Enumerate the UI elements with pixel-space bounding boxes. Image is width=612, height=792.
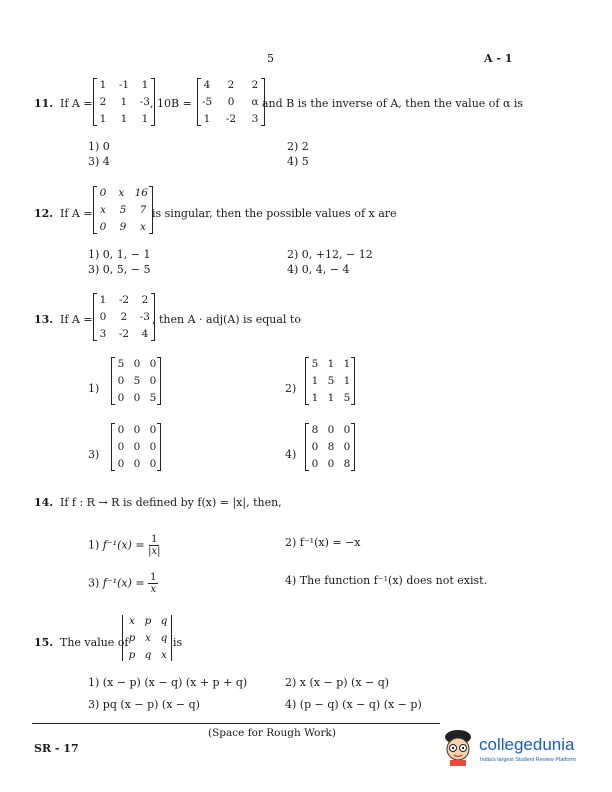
matrix-cell: 2: [141, 294, 149, 306]
rough-work-label: (Space for Rough Work): [208, 727, 336, 739]
fraction-numerator: 1: [150, 572, 157, 583]
matrix-cell: q: [160, 632, 168, 644]
q11-tail: and B is the inverse of A, then the value of α is: [262, 97, 524, 110]
matrix-cell: 1: [343, 375, 351, 387]
matrix-cell: 8: [327, 441, 335, 453]
matrix-cell: 1: [99, 113, 107, 125]
fraction-numerator: 1: [151, 534, 158, 545]
q15-post: is: [173, 636, 183, 649]
matrix-cell: q: [144, 649, 152, 661]
matrix-row: [98, 96, 150, 108]
matrix-row: [202, 113, 260, 125]
matrix-cell: 0: [343, 441, 351, 453]
q12-number: 12.: [34, 207, 54, 220]
matrix-cell: 0: [117, 458, 125, 470]
matrix-row: [127, 632, 167, 644]
q13-option-2-matrix: [305, 358, 355, 404]
matrix-cell: 0: [149, 375, 157, 387]
q12-matrix: [93, 187, 153, 233]
q11-option-3: 3) 4: [88, 155, 110, 168]
matrix-cell: 2: [99, 96, 107, 108]
matrix-cell: -5: [202, 96, 213, 108]
matrix-row: [202, 96, 260, 108]
matrix-cell: 2: [227, 79, 235, 91]
matrix-cell: 1: [99, 294, 107, 306]
matrix-cell: p: [128, 649, 136, 661]
matrix-row: [116, 424, 156, 436]
q15-number: 15.: [34, 636, 54, 649]
q14-option-1: [88, 534, 160, 557]
matrix-row: [98, 204, 148, 216]
matrix-cell: 0: [133, 458, 141, 470]
footer-code: SR - 17: [34, 742, 79, 755]
matrix-cell: 5: [327, 375, 335, 387]
matrix-cell: 3: [99, 328, 107, 340]
q14-option-4: 4) The function f⁻¹(x) does not exist.: [285, 574, 488, 587]
matrix-cell: 0: [311, 441, 319, 453]
matrix-cell: 0: [99, 311, 107, 323]
matrix-cell: 5: [119, 204, 127, 216]
q14-option-3-lhs: f⁻¹(x) =: [102, 576, 145, 590]
matrix-cell: -3: [139, 96, 150, 108]
q13-option-2-label: 2): [285, 382, 297, 395]
matrix-cell: 0: [99, 187, 107, 199]
matrix-row: [98, 328, 150, 340]
matrix-cell: 0: [327, 424, 335, 436]
matrix-row: [202, 79, 260, 91]
matrix-cell: 1: [311, 392, 319, 404]
matrix-cell: -3: [139, 311, 150, 323]
matrix-cell: 2: [251, 79, 259, 91]
matrix-cell: 1: [343, 358, 351, 370]
fraction-denominator: x: [150, 584, 157, 595]
matrix-cell: 8: [343, 458, 351, 470]
matrix-cell: 0: [117, 375, 125, 387]
matrix-row: [116, 392, 156, 404]
q15-determinant: [122, 615, 172, 661]
matrix-cell: 0: [117, 441, 125, 453]
q11-option-2: 2) 2: [287, 140, 309, 153]
matrix-cell: 1: [120, 96, 128, 108]
q12-option-1: 1) 0, 1, − 1: [88, 248, 151, 261]
matrix-cell: 5: [133, 375, 141, 387]
q11-number: 11.: [34, 97, 54, 110]
matrix-cell: 0: [117, 424, 125, 436]
matrix-row: [310, 358, 350, 370]
matrix-row: [98, 113, 150, 125]
fraction-denominator: |x|: [148, 546, 161, 557]
q14-option-3: [88, 572, 158, 595]
matrix-cell: 1: [203, 113, 211, 125]
matrix-cell: 0: [149, 458, 157, 470]
matrix-cell: 1: [120, 113, 128, 125]
q14-option-2: 2) f⁻¹(x) = −x: [285, 536, 361, 549]
page-number: 5: [267, 52, 274, 65]
matrix-cell: q: [160, 615, 168, 627]
q13-if-a: If A =: [60, 313, 93, 326]
collegedunia-logo-text: collegedunia: [479, 735, 575, 754]
matrix-cell: 8: [311, 424, 319, 436]
matrix-cell: 16: [134, 187, 148, 199]
q13-option-4-label: 4): [285, 448, 297, 461]
matrix-row: [98, 187, 148, 199]
matrix-row: [310, 392, 350, 404]
q15-option-2: 2) x (x − p) (x − q): [285, 676, 390, 689]
q13-option-4-matrix: [305, 424, 355, 470]
q14-option-1-lhs: f⁻¹(x) =: [102, 538, 145, 552]
booklet-code: A - 1: [484, 52, 513, 65]
q13-option-3-matrix: [111, 424, 161, 470]
matrix-cell: 4: [203, 79, 211, 91]
matrix-cell: -2: [225, 113, 237, 125]
matrix-cell: -1: [118, 79, 130, 91]
matrix-cell: 5: [149, 392, 157, 404]
q14-number: 14.: [34, 496, 54, 509]
matrix-cell: 7: [139, 204, 147, 216]
matrix-cell: 2: [120, 311, 128, 323]
q13-option-3-label: 3): [88, 448, 100, 461]
matrix-cell: 0: [99, 221, 107, 233]
matrix-row: [116, 441, 156, 453]
matrix-cell: 3: [251, 113, 259, 125]
q15-option-4: 4) (p − q) (x − q) (x − p): [285, 698, 422, 711]
matrix-cell: 0: [227, 96, 235, 108]
q13-tail: , then A · adj(A) is equal to: [152, 313, 301, 326]
matrix-cell: 0: [133, 424, 141, 436]
q11-option-4: 4) 5: [287, 155, 309, 168]
matrix-cell: 5: [343, 392, 351, 404]
matrix-cell: 0: [133, 358, 141, 370]
q11-mid: , 10B =: [150, 97, 192, 110]
q12-if-a: If A =: [60, 207, 93, 220]
matrix-cell: 1: [327, 392, 335, 404]
q15-option-3: 3) pq (x − p) (x − q): [88, 698, 200, 711]
matrix-cell: 0: [149, 358, 157, 370]
q15-option-1: 1) (x − p) (x − q) (x + p + q): [88, 676, 248, 689]
matrix-cell: x: [100, 204, 106, 216]
matrix-row: [98, 311, 150, 323]
matrix-cell: 0: [149, 424, 157, 436]
matrix-row: [127, 649, 167, 661]
q14-option-1-fraction: [148, 534, 160, 557]
matrix-cell: 0: [311, 458, 319, 470]
matrix-row: [116, 358, 156, 370]
matrix-cell: x: [118, 187, 125, 199]
matrix-cell: p: [128, 632, 136, 644]
q14-stem: If f : R → R is defined by f(x) = |x|, then,: [60, 496, 282, 509]
matrix-row: [310, 441, 350, 453]
matrix-row: [98, 221, 148, 233]
q11-if-a: If A =: [60, 97, 93, 110]
matrix-cell: 0: [117, 392, 125, 404]
matrix-row: [98, 294, 150, 306]
q12-option-3: 3) 0, 5, − 5: [88, 263, 151, 276]
matrix-row: [127, 615, 167, 627]
matrix-cell: x: [145, 632, 151, 644]
matrix-cell: 1: [141, 79, 149, 91]
matrix-cell: -2: [118, 328, 130, 340]
matrix-cell: 1: [141, 113, 149, 125]
q14-option-3-fraction: [148, 572, 158, 595]
q11-matrix-a: [93, 79, 155, 125]
matrix-row: [98, 79, 150, 91]
matrix-cell: 5: [117, 358, 125, 370]
matrix-row: [116, 458, 156, 470]
matrix-cell: p: [144, 615, 152, 627]
matrix-cell: x: [140, 221, 146, 233]
matrix-cell: 0: [133, 441, 141, 453]
matrix-cell: 0: [327, 458, 335, 470]
matrix-cell: 1: [99, 79, 107, 91]
collegedunia-mascot-icon: [441, 728, 475, 768]
matrix-cell: x: [161, 649, 167, 661]
matrix-cell: x: [129, 615, 135, 627]
q13-option-1-matrix: [111, 358, 161, 404]
q11-matrix-b: [197, 79, 265, 125]
q13-number: 13.: [34, 313, 54, 326]
matrix-cell: 0: [149, 441, 157, 453]
collegedunia-tagline: India's largest Student Review Platform: [480, 757, 576, 763]
matrix-cell: 1: [311, 375, 319, 387]
matrix-cell: 0: [133, 392, 141, 404]
q13-matrix: [93, 294, 155, 340]
q12-tail: is singular, then the possible values of x are: [152, 207, 397, 220]
matrix-cell: 0: [343, 424, 351, 436]
q14-option-1-label: 1): [88, 538, 100, 552]
matrix-row: [310, 375, 350, 387]
matrix-cell: -2: [118, 294, 130, 306]
matrix-cell: 1: [327, 358, 335, 370]
matrix-row: [116, 375, 156, 387]
matrix-cell: α: [251, 96, 259, 108]
q13-option-1-label: 1): [88, 382, 100, 395]
matrix-row: [310, 424, 350, 436]
matrix-cell: 9: [119, 221, 127, 233]
matrix-row: [310, 458, 350, 470]
q12-option-4: 4) 0, 4, − 4: [287, 263, 350, 276]
q12-option-2: 2) 0, +12, − 12: [287, 248, 373, 261]
q15-pre: The value of: [60, 636, 129, 649]
q11-option-1: 1) 0: [88, 140, 110, 153]
matrix-cell: 4: [141, 328, 149, 340]
q14-option-3-label: 3): [88, 576, 100, 590]
matrix-cell: 5: [311, 358, 319, 370]
footer-divider: [32, 723, 440, 724]
